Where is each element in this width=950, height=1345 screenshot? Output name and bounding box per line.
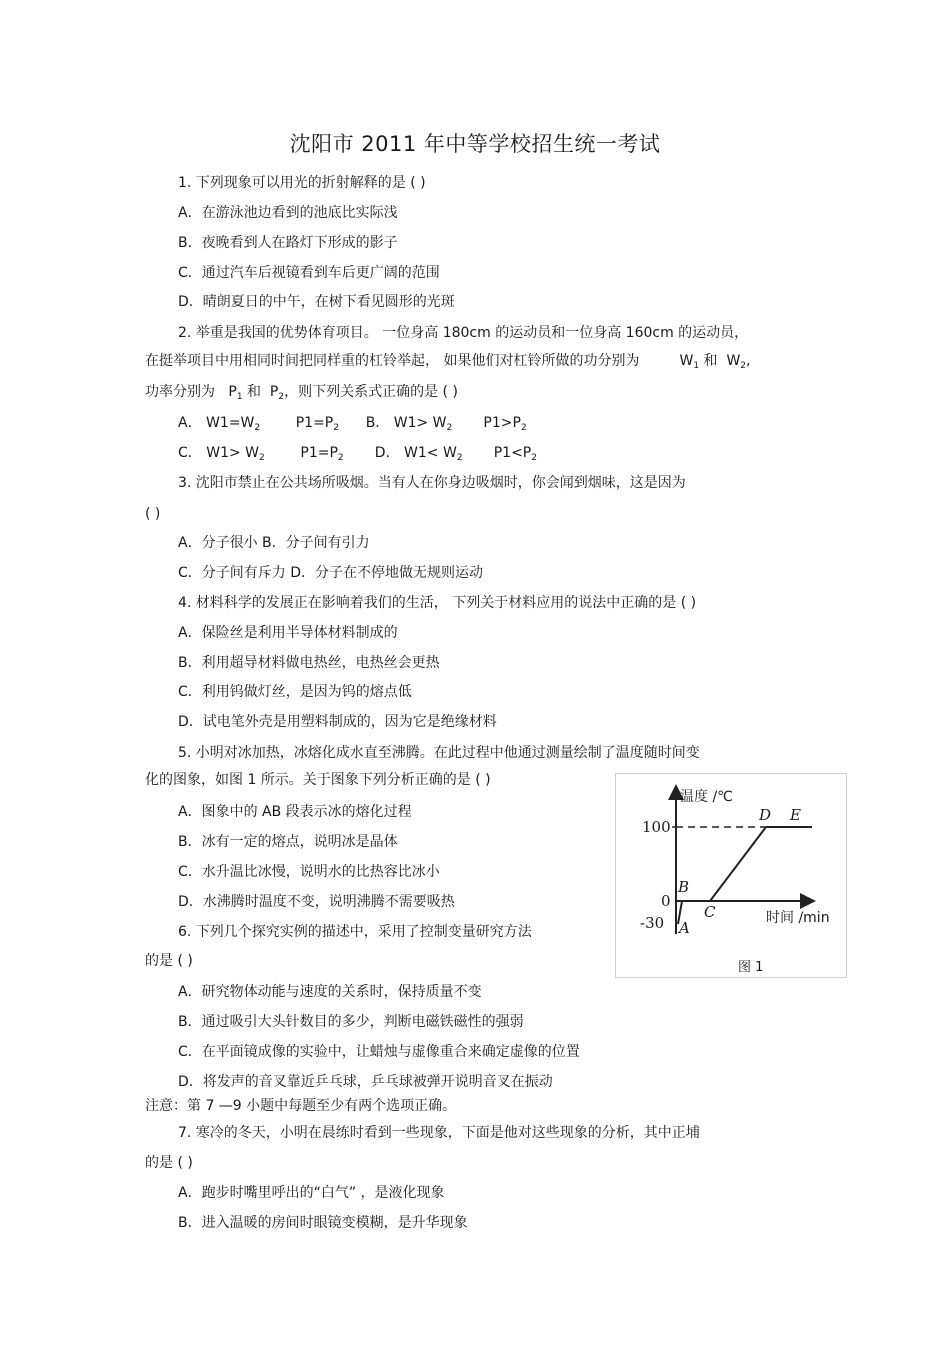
question-2-line-2: 在挺举项目中用相同时间把同样重的杠铃举起， 如果他们对杠铃所做的功分别为 $W_1$ 和 $W_2$, bbox=[145, 353, 751, 371]
q5-option-a: A．图象中的 AB 段表示冰的熔化过程 bbox=[178, 804, 412, 820]
q6-option-a: A．研究物体动能与速度的关系时，保持质量不变 bbox=[178, 984, 482, 1000]
q5-option-c: C．水升温比冰慢，说明水的比热容比冰小 bbox=[178, 864, 440, 880]
q1-option-c: C．通过汽车后视镜看到车后更广阔的范围 bbox=[178, 265, 440, 281]
y-axis-label: 温度 /℃ bbox=[680, 789, 733, 805]
q1-option-d: D．晴朗夏日的中午，在树下看见圆形的光斑 bbox=[178, 294, 455, 310]
note: 注意：第 7 —9 小题中每题至少有两个选项正确。 bbox=[145, 1098, 457, 1114]
tick-label-neg30: -30 bbox=[640, 914, 665, 932]
segment-cd bbox=[710, 827, 766, 901]
tick-label-100: 100 bbox=[642, 818, 671, 836]
question-5-line-1: 5. 小明对冰加热，冰熔化成水直至沸腾。在此过程中他通过测量绘制了温度随时间变 bbox=[178, 745, 700, 761]
q4-option-a: A．保险丝是利用半导体材料制成的 bbox=[178, 625, 398, 641]
q4-option-b: B．利用超导材料做电热丝，电热丝会更热 bbox=[178, 655, 440, 671]
figure-1 bbox=[615, 773, 847, 978]
question-2-line-1: 2. 举重是我国的优势体育项目。 一位身高 180cm 的运动员和一位身高 160cm 的运动员， bbox=[178, 325, 749, 341]
question-7-line-2: 的是 ( ) bbox=[145, 1155, 193, 1171]
point-label-e: E bbox=[790, 806, 801, 824]
q7-option-a: A．跑步时嘴里呼出的“白气” ，是液化现象 bbox=[178, 1185, 445, 1201]
question-6-line-2: 的是 ( ) bbox=[145, 953, 193, 969]
question-2-line-3: 功率分别为 $P_1$ 和 $P_2$，则下列关系式正确的是 ( ) bbox=[145, 384, 458, 402]
q1-option-b: B．夜晚看到人在路灯下形成的影子 bbox=[178, 235, 398, 251]
q6-option-b: B．通过吸引大头针数目的多少，判断电磁铁磁性的强弱 bbox=[178, 1014, 524, 1030]
question-5-line-2: 化的图象，如图 1 所示。关于图象下列分析正确的是 ( ) bbox=[145, 772, 491, 788]
q4-option-c: C．利用钨做灯丝，是因为钨的熔点低 bbox=[178, 684, 412, 700]
q5-option-b: B．冰有一定的熔点，说明冰是晶体 bbox=[178, 834, 398, 850]
q6-option-d: D．将发声的音叉靠近乒乓球，乒乓球被弹开说明音叉在振动 bbox=[178, 1074, 553, 1090]
point-label-b: B bbox=[678, 878, 690, 896]
q2-option-row-2: C． $W1> W_2$ $P1=P_2$ D． $W1< W_2$ $P1<P_2$ bbox=[178, 445, 537, 463]
figure-caption: 图 1 bbox=[738, 960, 764, 975]
q1-option-a: A．在游泳池边看到的池底比实际浅 bbox=[178, 205, 398, 221]
point-label-d: D bbox=[759, 806, 772, 824]
point-label-a: A bbox=[679, 919, 690, 937]
question-3-bracket: ( ) bbox=[145, 506, 161, 522]
q3-options-ab: A．分子很小 B．分子间有引力 bbox=[178, 535, 370, 551]
x-axis-label: 时间 /min bbox=[766, 910, 830, 926]
question-4: 4. 材料科学的发展正在影响着我们的生活， 下列关于材料应用的说法中正确的是 ( ) bbox=[178, 595, 697, 611]
point-label-c: C bbox=[704, 903, 716, 921]
question-1: 1. 下列现象可以用光的折射解释的是 ( ) bbox=[178, 175, 426, 191]
q3-options-cd: C．分子间有斥力 D．分子在不停地做无规则运动 bbox=[178, 565, 484, 581]
q5-option-d: D．水沸腾时温度不变，说明沸腾不需要吸热 bbox=[178, 894, 455, 910]
page-title: 沈阳市 2011 年中等学校招生统一考试 bbox=[289, 132, 661, 156]
q2-option-row-1: A． $W1=W_2$ $P1=P_2$ B． $W1> W_2$ $P1>P_2$ bbox=[178, 415, 527, 433]
question-6-line-1: 6. 下列几个探究实例的描述中，采用了控制变量研究方法 bbox=[178, 924, 532, 940]
q7-option-b: B．进入温暖的房间时眼镜变模糊，是升华现象 bbox=[178, 1215, 468, 1231]
question-7-line-1: 7. 寒冷的冬天，小明在晨练时看到一些现象，下面是他对这些现象的分析，其中正埔 bbox=[178, 1125, 700, 1141]
question-3: 3. 沈阳市禁止在公共场所吸烟。当有人在你身边吸烟时，你会闻到烟味，这是因为 bbox=[178, 475, 686, 491]
tick-label-0: 0 bbox=[661, 892, 671, 910]
q4-option-d: D．试电笔外壳是用塑料制成的，因为它是绝缘材料 bbox=[178, 714, 497, 730]
q6-option-c: C．在平面镜成像的实验中，让蜡烛与虚像重合来确定虚像的位置 bbox=[178, 1044, 580, 1060]
